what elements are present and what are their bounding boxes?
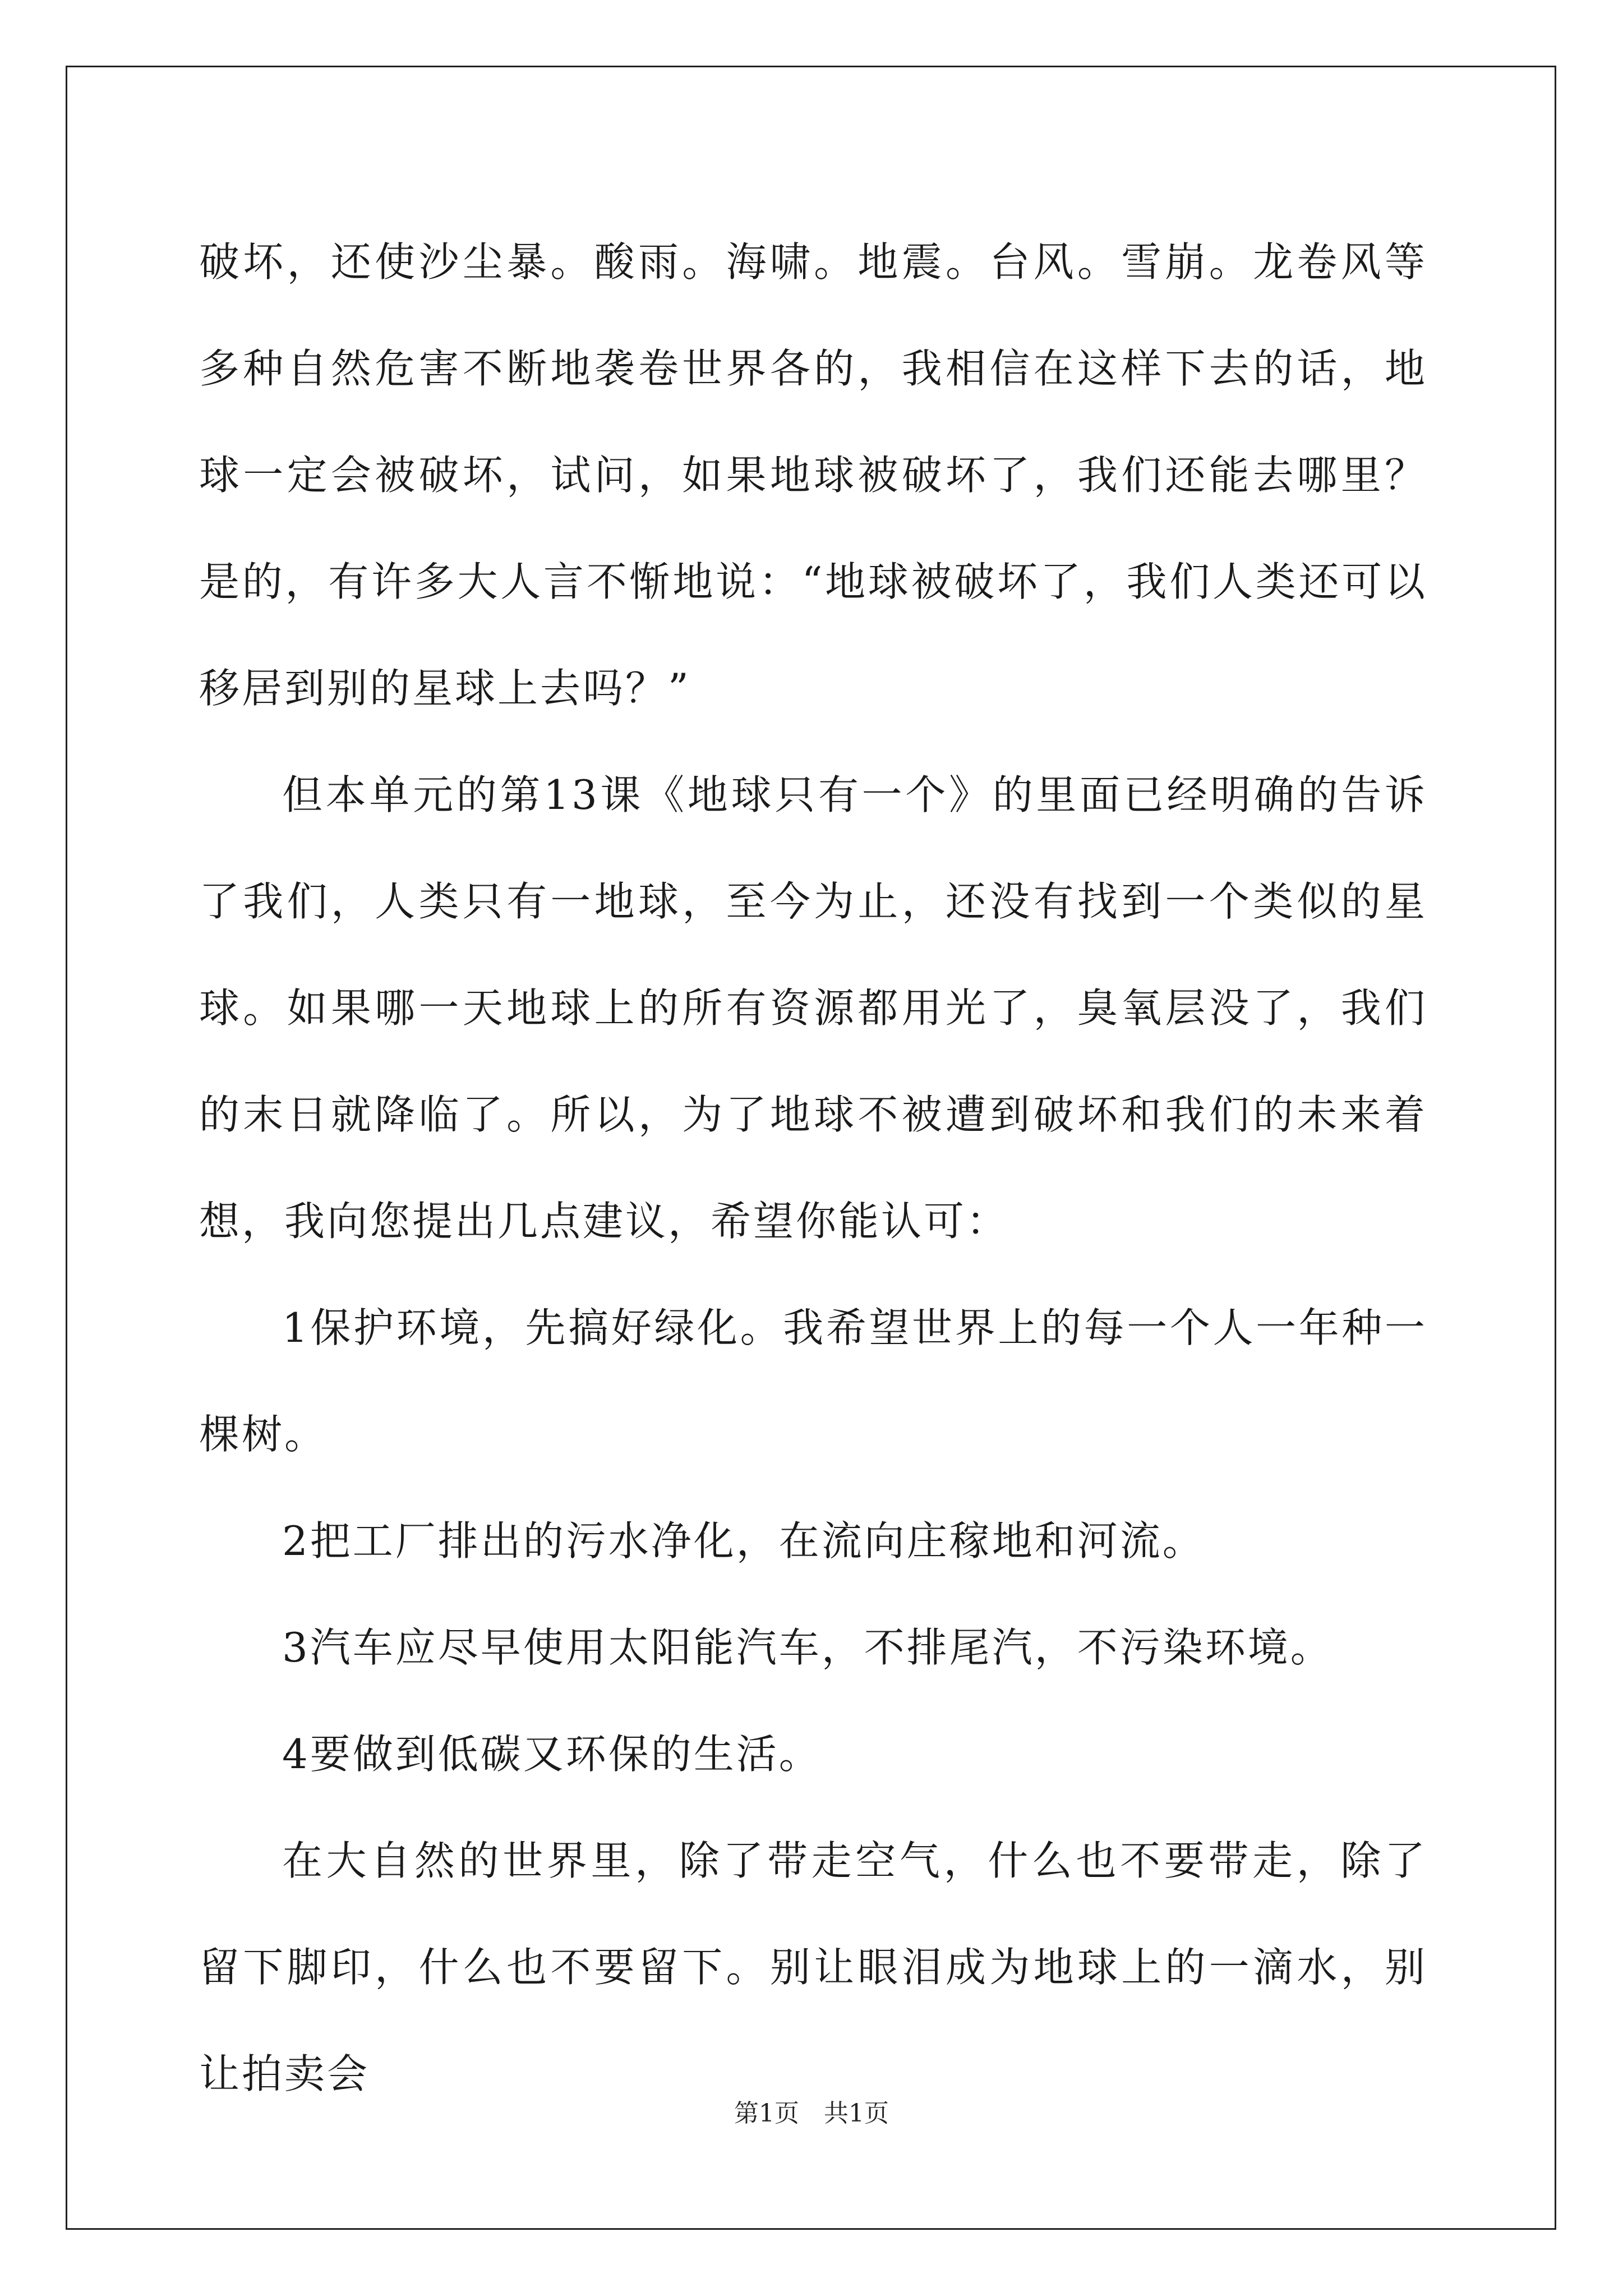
paragraph-1: 破坏，还使沙尘暴。酸雨。海啸。地震。台风。雪崩。龙卷风等多种自然危害不断地袭卷世界各的，我相信在这样下去的话，地球一定会被破坏，试问，如果地球被破坏了，我们还能去哪里？是的，有许多大人言不惭地说：“地球被破坏了，我们人类还可以移居到别的星球上去吗？” xyxy=(199,238,1427,712)
paragraph-3: 1保护环境，先搞好绿化。我希望世界上的每一个人一年种一棵树。 xyxy=(199,1304,1427,1458)
paragraph-4: 2把工厂排出的污水净化，在流向庄稼地和河流。 xyxy=(282,1517,1205,1565)
paragraph-6: 4要做到低碳又环保的生活。 xyxy=(282,1731,822,1778)
paragraph-5: 3汽车应尽早使用太阳能汽车，不排尾汽，不污染环境。 xyxy=(282,1624,1333,1671)
document-body xyxy=(199,209,1427,2127)
page-footer: 第1页 共1页 xyxy=(734,2099,889,2128)
paragraph-2: 但本单元的第13课《地球只有一个》的里面已经明确的告诉了我们，人类只有一地球，至今为止，还没有找到一个类似的星球。如果哪一天地球上的所有资源都用光了，臭氧层没了，我们的末日就降临了。所以，为了地球不被遭到破坏和我们的未来着想，我向您提出几点建议，希望你能认可： xyxy=(199,771,1427,1245)
paragraph-7: 在大自然的世界里，除了带走空气，什么也不要带走，除了留下脚印，什么也不要留下。别让眼泪成为地球上的一滴水，别让拍卖会 xyxy=(199,1837,1427,2097)
